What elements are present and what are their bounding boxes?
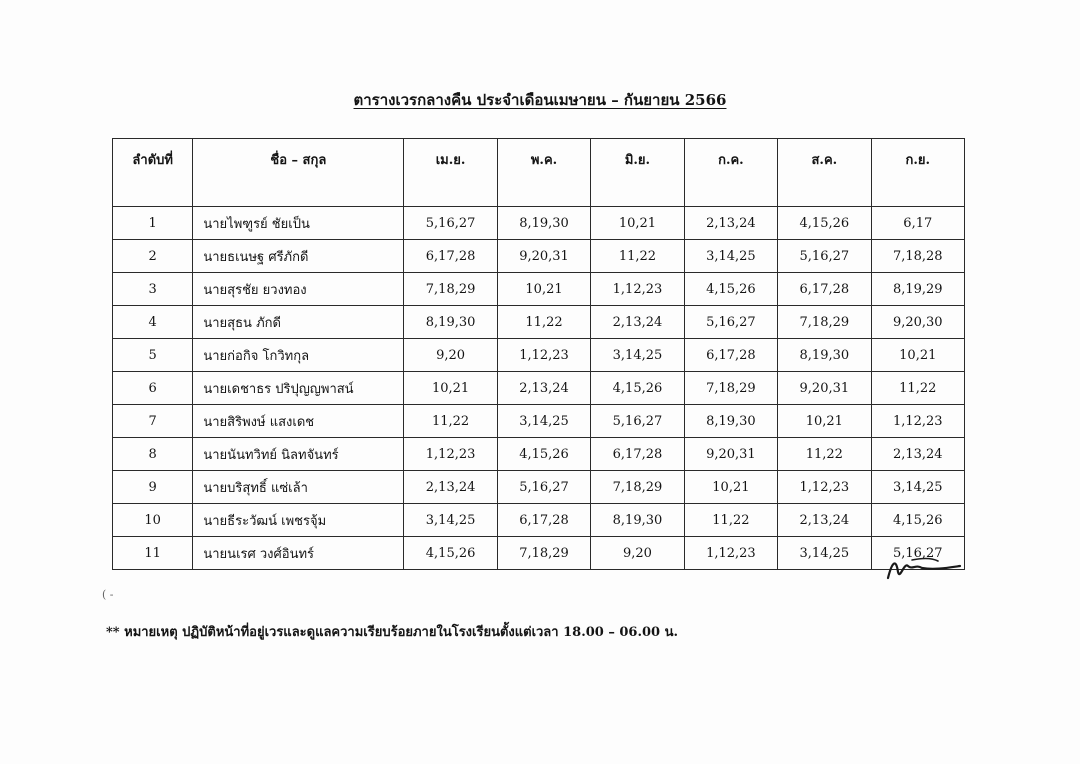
duty-dates-cell: 9,20,31: [497, 240, 590, 273]
table-row: [113, 339, 965, 372]
order-cell: 5: [113, 339, 193, 372]
duty-dates-cell: 11,22: [871, 372, 964, 405]
duty-dates-cell: 5,16,27: [404, 207, 497, 240]
duty-dates-cell: 10,21: [684, 471, 777, 504]
duty-dates-cell: 2,13,24: [404, 471, 497, 504]
remark-note: ** หมายเหตุ ปฏิบัติหน้าที่อยู่เวรและดูแลความเรียบร้อยภายในโรงเรียนตั้งแต่เวลา 18.00 – 06.00 น.: [106, 625, 679, 640]
table-row: [113, 273, 965, 306]
name-cell: นายก่อกิจ โกวิทกุล: [193, 339, 404, 372]
duty-dates-cell: 3,14,25: [404, 504, 497, 537]
order-cell: 8: [113, 438, 193, 471]
duty-dates-cell: 9,20: [591, 537, 684, 570]
duty-dates-cell: 2,13,24: [591, 306, 684, 339]
table-row: [113, 504, 965, 537]
duty-dates-cell: 9,20: [404, 339, 497, 372]
duty-dates-cell: 8,19,30: [591, 504, 684, 537]
duty-dates-cell: 6,17,28: [778, 273, 871, 306]
duty-dates-cell: 9,20,31: [778, 372, 871, 405]
duty-dates-cell: 10,21: [404, 372, 497, 405]
duty-dates-cell: 11,22: [778, 438, 871, 471]
duty-dates-cell: 11,22: [497, 306, 590, 339]
order-cell: 10: [113, 504, 193, 537]
duty-dates-cell: 8,19,30: [404, 306, 497, 339]
document-title: ตารางเวรกลางคืน ประจำเดือนเมษายน – กันยายน 2566: [353, 91, 727, 109]
header-order: ลำดับที่: [113, 139, 193, 207]
duty-dates-cell: 3,14,25: [871, 471, 964, 504]
header-apr: เม.ย.: [404, 139, 497, 207]
name-cell: นายไพฑูรย์ ชัยเป็น: [193, 207, 404, 240]
duty-dates-cell: 2,13,24: [871, 438, 964, 471]
duty-dates-cell: 4,15,26: [497, 438, 590, 471]
duty-dates-cell: 6,17,28: [497, 504, 590, 537]
duty-dates-cell: 9,20,31: [684, 438, 777, 471]
header-aug: ส.ค.: [778, 139, 871, 207]
order-cell: 9: [113, 471, 193, 504]
duty-dates-cell: 4,15,26: [684, 273, 777, 306]
name-cell: นายธเนษฐ ศรีภักดี: [193, 240, 404, 273]
duty-dates-cell: 7,18,29: [684, 372, 777, 405]
duty-dates-cell: 1,12,23: [404, 438, 497, 471]
header-sep: ก.ย.: [871, 139, 964, 207]
duty-dates-cell: 1,12,23: [684, 537, 777, 570]
order-cell: 1: [113, 207, 193, 240]
order-cell: 3: [113, 273, 193, 306]
name-cell: นายสุรชัย ยวงทอง: [193, 273, 404, 306]
header-jun: มิ.ย.: [591, 139, 684, 207]
duty-dates-cell: 10,21: [871, 339, 964, 372]
duty-dates-cell: 5,16,27: [497, 471, 590, 504]
duty-dates-cell: 6,17,28: [591, 438, 684, 471]
duty-dates-cell: 5,16,27: [778, 240, 871, 273]
table-row: [113, 306, 965, 339]
duty-dates-cell: 5,16,27: [871, 537, 964, 570]
duty-dates-cell: 3,14,25: [591, 339, 684, 372]
duty-dates-cell: 4,15,26: [778, 207, 871, 240]
duty-dates-cell: 7,18,29: [497, 537, 590, 570]
duty-dates-cell: 2,13,24: [497, 372, 590, 405]
order-cell: 11: [113, 537, 193, 570]
duty-dates-cell: 2,13,24: [684, 207, 777, 240]
duty-dates-cell: 9,20,30: [871, 306, 964, 339]
header-jul: ก.ค.: [684, 139, 777, 207]
header-name: ชื่อ – สกุล: [193, 139, 404, 207]
table-header-row: [113, 139, 965, 207]
duty-dates-cell: 1,12,23: [871, 405, 964, 438]
duty-dates-cell: 11,22: [684, 504, 777, 537]
duty-dates-cell: 7,18,28: [871, 240, 964, 273]
duty-dates-cell: 2,13,24: [778, 504, 871, 537]
table-row: [113, 207, 965, 240]
duty-dates-cell: 3,14,25: [684, 240, 777, 273]
duty-dates-cell: 4,15,26: [404, 537, 497, 570]
order-cell: 7: [113, 405, 193, 438]
duty-dates-cell: 11,22: [591, 240, 684, 273]
duty-dates-cell: 3,14,25: [497, 405, 590, 438]
night-shift-table: [112, 138, 965, 570]
table-body: [113, 207, 965, 570]
header-may: พ.ค.: [497, 139, 590, 207]
table-row: [113, 471, 965, 504]
duty-dates-cell: 7,18,29: [591, 471, 684, 504]
duty-dates-cell: 4,15,26: [591, 372, 684, 405]
table-row: [113, 405, 965, 438]
duty-dates-cell: 7,18,29: [778, 306, 871, 339]
name-cell: นายนเรศ วงศ์อินทร์: [193, 537, 404, 570]
duty-dates-cell: 8,19,30: [684, 405, 777, 438]
name-cell: นายนันทวิทย์ นิลทจันทร์: [193, 438, 404, 471]
duty-dates-cell: 1,12,23: [591, 273, 684, 306]
duty-dates-cell: 6,17,28: [404, 240, 497, 273]
duty-dates-cell: 5,16,27: [591, 405, 684, 438]
duty-dates-cell: 4,15,26: [871, 504, 964, 537]
stray-mark: ( -: [102, 588, 114, 601]
duty-dates-cell: 1,12,23: [778, 471, 871, 504]
name-cell: นายบริสุทธิ์ แซ่เล้า: [193, 471, 404, 504]
duty-dates-cell: 8,19,30: [778, 339, 871, 372]
duty-dates-cell: 6,17: [871, 207, 964, 240]
name-cell: นายธีระวัฒน์ เพชรจุ้ม: [193, 504, 404, 537]
name-cell: นายเดชาธร ปริปุญญพาสน์: [193, 372, 404, 405]
table-row: [113, 438, 965, 471]
signature-image: [882, 552, 964, 582]
duty-dates-cell: 3,14,25: [778, 537, 871, 570]
order-cell: 6: [113, 372, 193, 405]
order-cell: 2: [113, 240, 193, 273]
name-cell: นายสิริพงษ์ แสงเดช: [193, 405, 404, 438]
duty-dates-cell: 1,12,23: [497, 339, 590, 372]
duty-dates-cell: 10,21: [778, 405, 871, 438]
duty-dates-cell: 8,19,30: [497, 207, 590, 240]
name-cell: นายสุธน ภักดี: [193, 306, 404, 339]
table-row: [113, 537, 965, 570]
order-cell: 4: [113, 306, 193, 339]
duty-dates-cell: 10,21: [497, 273, 590, 306]
duty-dates-cell: 11,22: [404, 405, 497, 438]
duty-dates-cell: 10,21: [591, 207, 684, 240]
table-row: [113, 372, 965, 405]
table-row: [113, 240, 965, 273]
duty-dates-cell: 5,16,27: [684, 306, 777, 339]
duty-dates-cell: 7,18,29: [404, 273, 497, 306]
duty-dates-cell: 8,19,29: [871, 273, 964, 306]
duty-dates-cell: 6,17,28: [684, 339, 777, 372]
